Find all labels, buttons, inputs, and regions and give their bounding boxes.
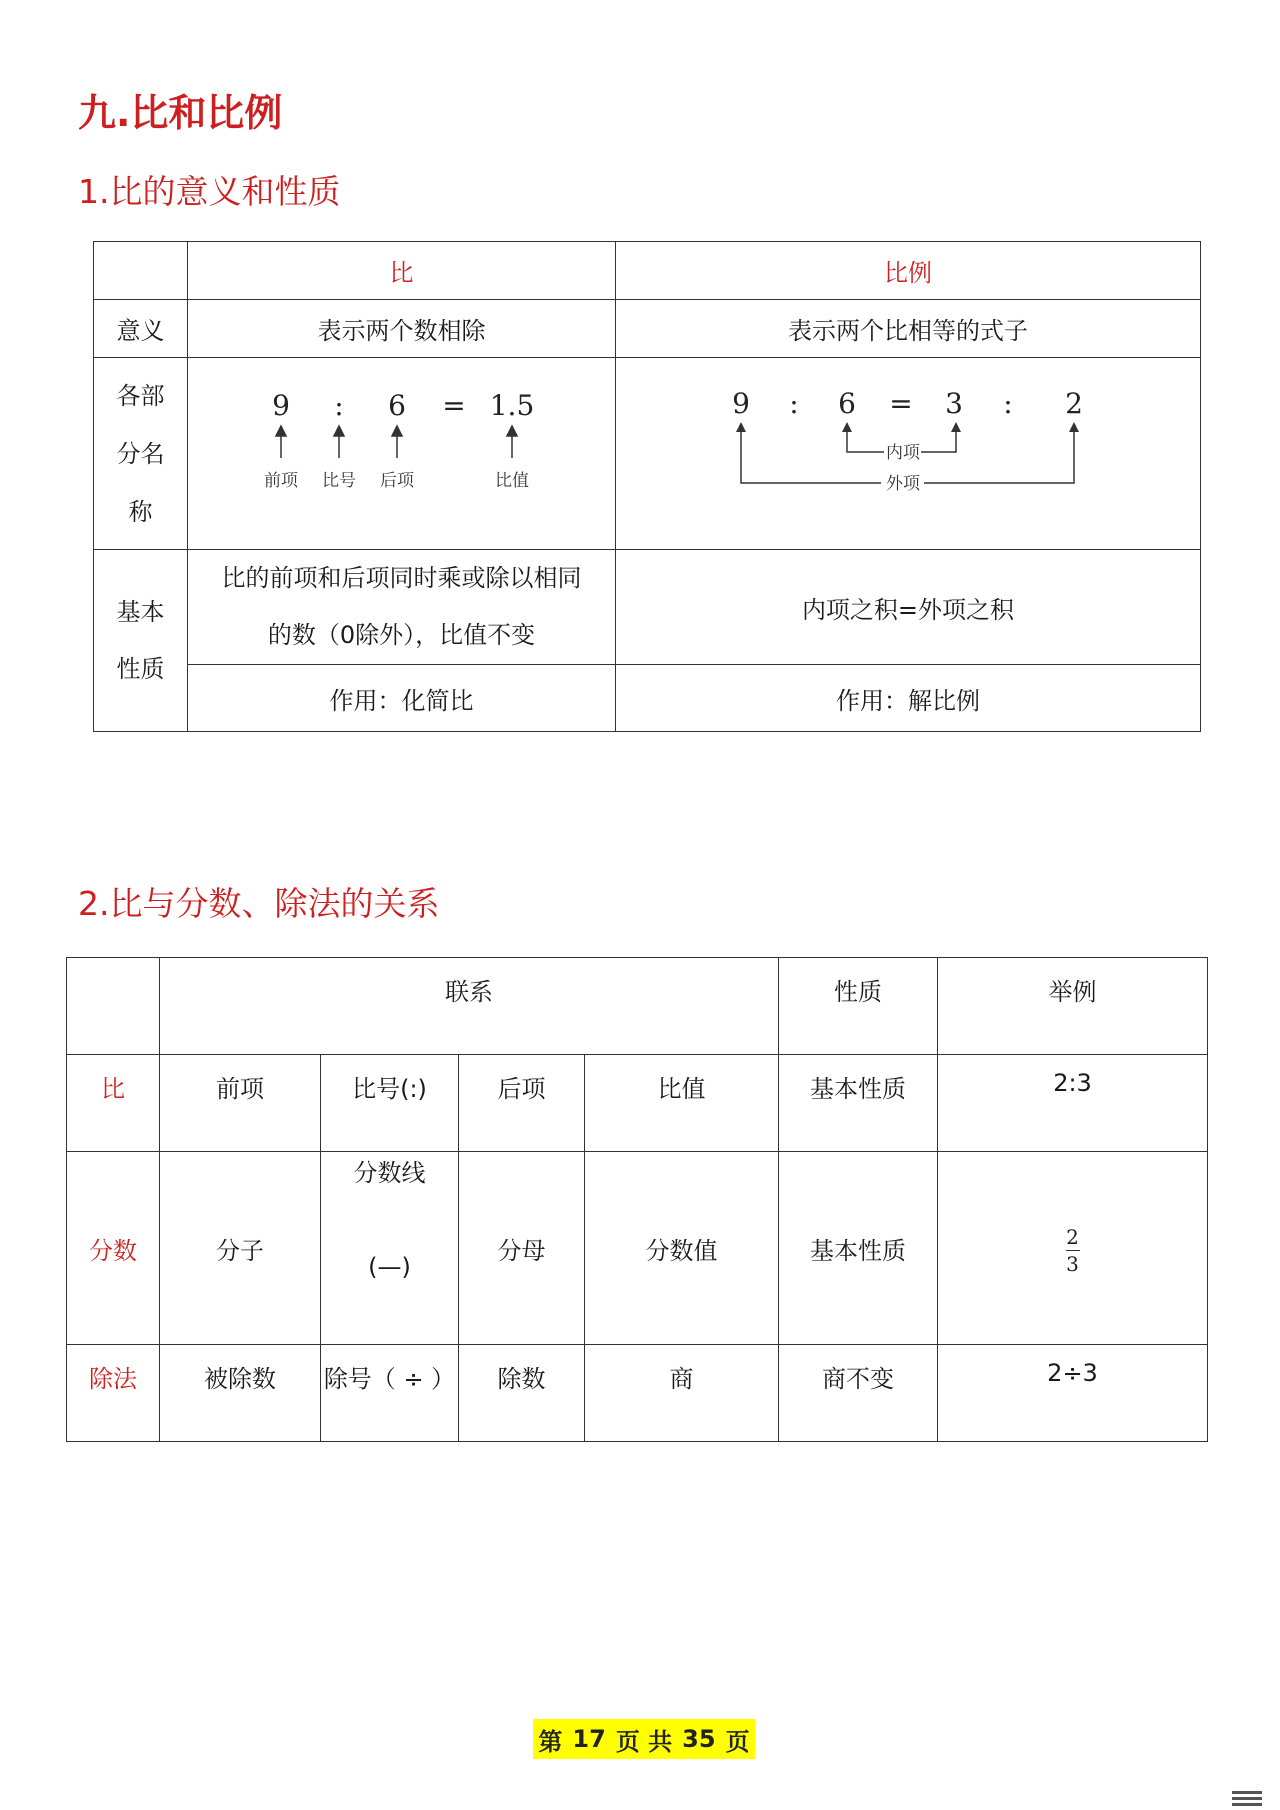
arrow-up-icon (1069, 422, 1079, 432)
arrow-up-icon (736, 422, 746, 432)
use-proportion: 作用：解比例 (616, 665, 1201, 732)
property-proportion: 内项之积=外项之积 (616, 550, 1201, 665)
cell: 基本性质 (779, 1055, 938, 1152)
cell: 基本性质 (779, 1152, 938, 1345)
section1-title: 1.比的意义和性质 (78, 172, 341, 211)
fraction-bar (1066, 1250, 1080, 1251)
fraction (1066, 1226, 1080, 1275)
page-title: 九.比和比例 (78, 91, 283, 135)
ratio-diagram (188, 358, 616, 543)
cell: 前项 (160, 1055, 321, 1152)
cell-line: (—) (368, 1253, 411, 1281)
page-indicator (533, 1719, 755, 1759)
label-ratio-value: 比值 (495, 471, 529, 491)
label-ratio-sign: 比号 (322, 471, 356, 491)
label-back-term: 后项 (380, 471, 414, 491)
arrow-up-icon (392, 426, 402, 436)
section2-title: 2.比与分数、除法的关系 (78, 884, 440, 923)
row-head-division: 除法 (67, 1345, 160, 1442)
header-example: 举例 (938, 958, 1208, 1055)
page-pre: 第 (538, 1727, 563, 1756)
row-label-line: 称 (128, 497, 153, 526)
corner-cell (94, 242, 188, 300)
cell: 后项 (459, 1055, 585, 1152)
cell: 被除数 (160, 1345, 321, 1442)
cell: 分子 (160, 1152, 321, 1345)
cell: 比值 (585, 1055, 779, 1152)
ratio-parts-diagram (188, 358, 616, 550)
row-label-line: 基本 (116, 597, 165, 626)
example-ratio: 2:3 (938, 1055, 1208, 1152)
fraction-numerator: 2 (1066, 1224, 1079, 1249)
cell: 分母 (459, 1152, 585, 1345)
menu-icon[interactable] (1232, 1790, 1262, 1806)
use-ratio: 作用：化简比 (188, 665, 616, 732)
cell: 比号(:) (321, 1055, 459, 1152)
prop-term-a: 9 (732, 387, 750, 420)
prop-colon-2: : (1003, 387, 1013, 420)
row-head-ratio: 比 (67, 1055, 160, 1152)
header-property: 性质 (779, 958, 938, 1055)
property-ratio-line: 的数（0除外），比值不变 (267, 621, 536, 649)
page-mid: 页 共 (615, 1727, 673, 1756)
ratio-term-a: 9 (272, 389, 290, 422)
property-ratio (188, 550, 616, 665)
row-label-property (94, 550, 188, 732)
header-ratio: 比 (188, 242, 616, 300)
cell: 除号（ ÷ ） (321, 1345, 459, 1442)
arrow-up-icon (507, 426, 517, 436)
ratio-colon: : (334, 389, 344, 422)
row-label-line: 各部 (116, 381, 165, 410)
prop-equals: = (889, 387, 913, 420)
fraction-denominator: 3 (1066, 1251, 1079, 1276)
page-post: 页 (725, 1727, 750, 1756)
cell-fraction-line (321, 1152, 459, 1345)
property-ratio-line: 比的前项和后项同时乘或除以相同 (221, 564, 582, 592)
row-label-line: 性质 (116, 654, 165, 683)
page-current: 17 (572, 1725, 606, 1753)
row-label-parts (94, 358, 188, 550)
ratio-equals: = (442, 389, 466, 422)
example-fraction (938, 1152, 1208, 1345)
cell: 除数 (459, 1345, 585, 1442)
row-head-fraction: 分数 (67, 1152, 160, 1345)
prop-term-b: 6 (838, 387, 856, 420)
proportion-diagram (616, 358, 1201, 543)
arrow-up-icon (842, 422, 852, 432)
label-front-term: 前项 (264, 471, 298, 491)
cell: 商不变 (779, 1345, 938, 1442)
prop-colon-1: : (789, 387, 799, 420)
cell: 商 (585, 1345, 779, 1442)
header-relation: 联系 (160, 958, 779, 1055)
ratio-value: 1.5 (489, 389, 535, 422)
meaning-ratio: 表示两个数相除 (188, 300, 616, 358)
arrow-up-icon (276, 426, 286, 436)
arrow-up-icon (334, 426, 344, 436)
corner-cell (67, 958, 160, 1055)
page-total: 35 (682, 1725, 716, 1753)
row-label-meaning: 意义 (94, 300, 188, 358)
ratio-fraction-division-table (66, 957, 1208, 1442)
header-proportion: 比例 (616, 242, 1201, 300)
meaning-proportion: 表示两个比相等的式子 (616, 300, 1201, 358)
arrow-up-icon (951, 422, 961, 432)
prop-term-c: 3 (945, 387, 963, 420)
label-inner-terms: 内项 (886, 443, 920, 463)
proportion-parts-diagram (616, 358, 1201, 550)
example-division: 2÷3 (938, 1345, 1208, 1442)
cell-line: 分数线 (353, 1159, 426, 1187)
ratio-proportion-table (93, 241, 1201, 732)
prop-term-d: 2 (1065, 387, 1083, 420)
ratio-term-b: 6 (388, 389, 406, 422)
cell: 分数值 (585, 1152, 779, 1345)
row-label-line: 分名 (116, 439, 165, 468)
label-outer-terms: 外项 (886, 474, 920, 494)
